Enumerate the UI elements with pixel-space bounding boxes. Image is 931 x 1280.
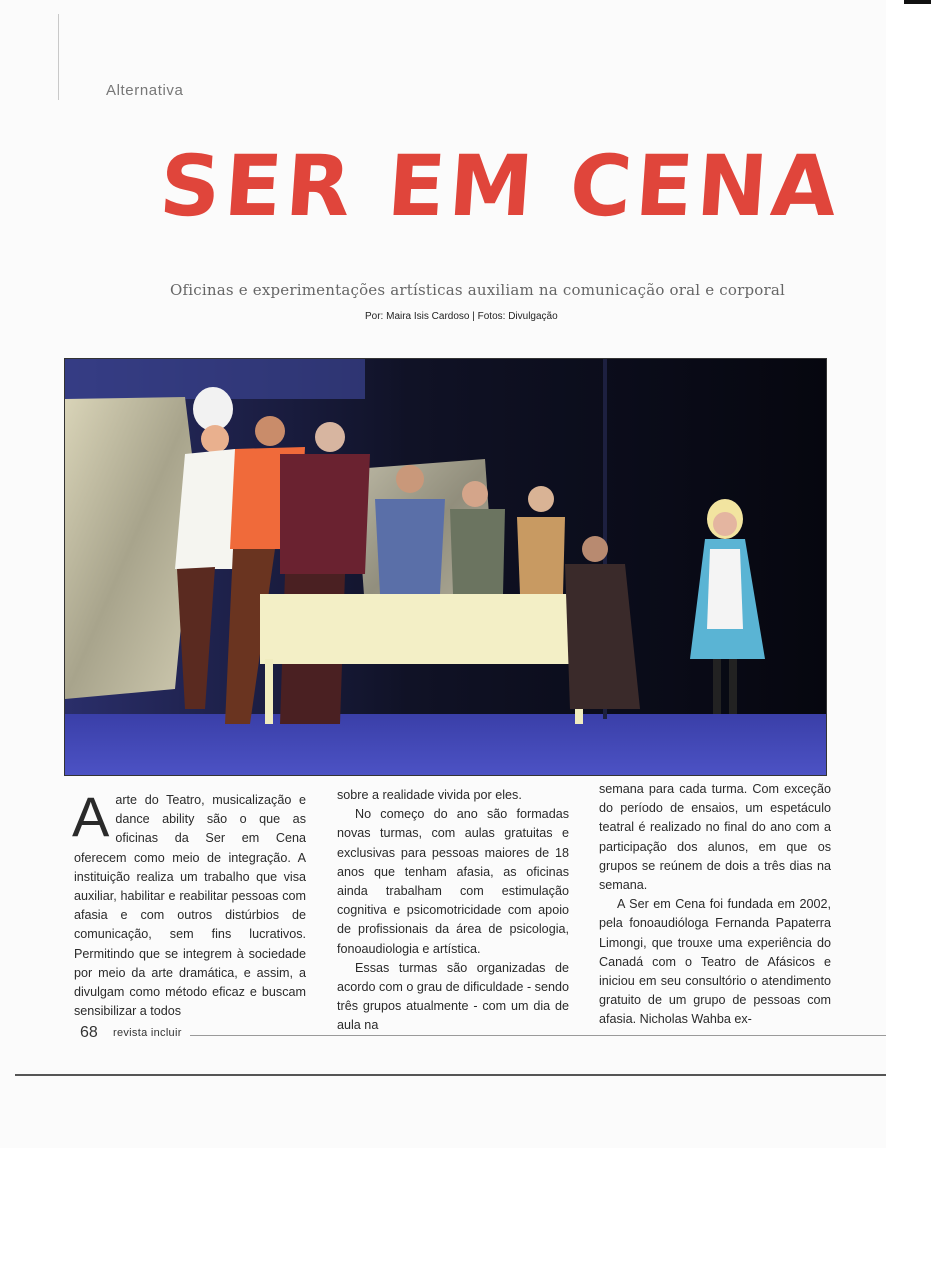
page-number: 68	[80, 1024, 98, 1041]
theatre-stage-photo	[64, 358, 827, 776]
article-column-3	[599, 780, 831, 1030]
column3-paragraph-2: A Ser em Cena foi fundada em 2002, pela fonoaudióloga Fernanda Papaterra Limongi, que trouxe uma experiência do Canadá com o Teatro de Afásicos e iniciou em seu consultório o atendimento gratuito de um grupo de pessoas com afasia. Nicholas Wahba ex-	[599, 897, 831, 1027]
column2-paragraph-1: sobre a realidade vivida por eles.	[337, 788, 522, 802]
column2-paragraph-3: Essas turmas são organizadas de acordo com o grau de dificuldade - sendo três grupos atualmente - com um dia de aula na	[337, 960, 569, 1033]
column2-paragraph-2: No começo do ano são formadas novas turmas, com aulas gratuitas e exclusivas para pessoas maiores de 18 anos que tenham afasia, as oficinas ainda trabalham com estimulação cognitiva e psicomotricidade com apoio de profissionais da área de psicologia, fonoaudiologia e artística.	[337, 807, 569, 956]
article-column-1	[72, 785, 306, 1021]
article-subtitle: Oficinas e experimentações artísticas auxiliam na comunicação oral e corporal	[170, 281, 786, 299]
column1-text: arte do Teatro, musicalização e dance ability são o que as oficinas da Ser em Cena oferecem como meio de integração. A instituição realiza um trabalho que visa auxiliar, habilitar e reabilitar pessoas com afasia e com outros distúrbios de comunicação, sem fins lucrativos. Permitindo que se integrem à sociedade por meio da arte dramática, e assim, a divulgam como método eficaz e buscam sensibilizar a todos	[74, 793, 306, 1019]
footer-rule	[190, 1035, 886, 1036]
section-label: Alternativa	[106, 82, 184, 99]
article-title: SER EM CENA	[156, 137, 844, 235]
table-cloth	[260, 594, 590, 664]
drop-cap: A	[72, 785, 110, 848]
column3-paragraph-1: semana para cada turma. Com exceção do período de ensaios, um espetáculo teatral é realizado no final do ano com a participação dos alunos, em que os grupos se reúnem de dois a três dias na semana.	[599, 782, 831, 893]
foil-rock-left	[65, 397, 195, 699]
scan-edge-mark	[904, 0, 931, 4]
scan-margin	[900, 0, 931, 1280]
magazine-name: revista incluir	[113, 1027, 182, 1039]
photo-illustration	[65, 359, 826, 775]
margin-line	[58, 14, 59, 100]
stage-floor	[65, 714, 826, 775]
byline: Por: Maira Isis Cardoso | Fotos: Divulgação	[365, 311, 558, 322]
scan-edge-line	[15, 1074, 886, 1076]
article-column-2	[337, 786, 569, 1036]
